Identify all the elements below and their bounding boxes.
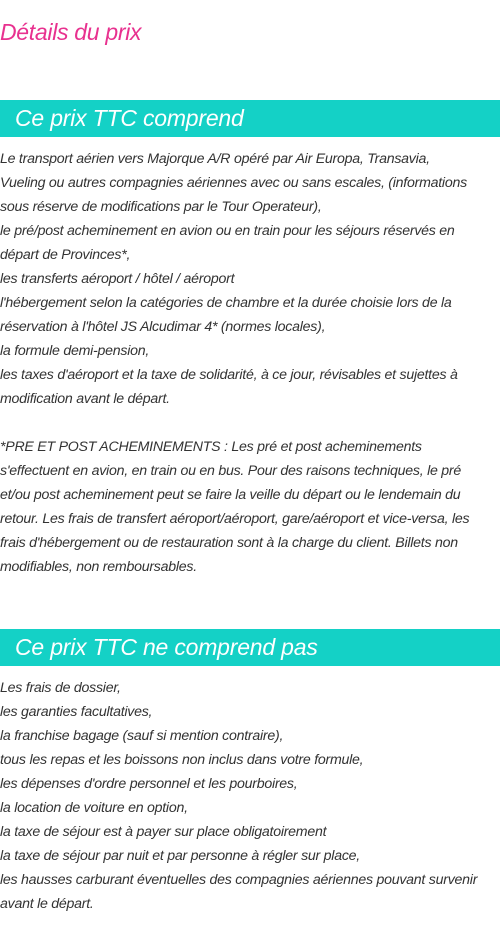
included-line: l'hébergement selon la catégories de chambre et la durée choisie lors de la (0, 295, 452, 311)
excluded-line: la location de voiture en option, (0, 800, 188, 816)
note-line: frais d'hébergement ou de restauration sont à la charge du client. Billets non (0, 535, 458, 551)
included-line: les taxes d'aéroport et la taxe de solidarité, à ce jour, révisables et sujettes à (0, 367, 458, 383)
excluded-line: les hausses carburant éventuelles des compagnies aériennes pouvant survenir (0, 872, 478, 888)
note-line: modifiables, non remboursables. (0, 559, 197, 575)
section-header-excluded (0, 629, 500, 666)
included-line: Vueling ou autres compagnies aériennes avec ou sans escales, (informations (0, 175, 467, 191)
page-title: Détails du prix (0, 19, 142, 45)
excluded-list (0, 676, 500, 916)
included-line: modification avant le départ. (0, 391, 170, 407)
included-line: réservation à l'hôtel JS Alcudimar 4* (normes locales), (0, 319, 326, 335)
included-list (0, 147, 500, 579)
included-line: les transferts aéroport / hôtel / aéroport (0, 271, 235, 287)
excluded-line: la taxe de séjour est à payer sur place obligatoirement (0, 824, 327, 840)
excluded-line: les garanties facultatives, (0, 704, 153, 720)
paragraph-gap (0, 411, 500, 435)
section-title-excluded: Ce prix TTC ne comprend pas (15, 634, 318, 660)
included-line: sous réserve de modifications par le Tour Operateur), (0, 199, 322, 215)
excluded-line: les dépenses d'ordre personnel et les pourboires, (0, 776, 298, 792)
included-line: la formule demi-pension, (0, 343, 150, 359)
excluded-line: Les frais de dossier, (0, 680, 121, 696)
excluded-line: la taxe de séjour par nuit et par personne à régler sur place, (0, 848, 360, 864)
note-line: *PRE ET POST ACHEMINEMENTS : Les pré et post acheminements (0, 439, 422, 455)
section-header-included (0, 100, 500, 137)
included-line: le pré/post acheminement en avion ou en train pour les séjours réservés en (0, 223, 455, 239)
note-line: et/ou post acheminement peut se faire la veille du départ ou le lendemain du (0, 487, 461, 503)
section-title-included: Ce prix TTC comprend (15, 105, 244, 131)
included-line: Le transport aérien vers Majorque A/R opéré par Air Europa, Transavia, (0, 151, 430, 167)
excluded-line: tous les repas et les boissons non inclus dans votre formule, (0, 752, 364, 768)
note-line: s'effectuent en avion, en train ou en bus. Pour des raisons techniques, le pré (0, 463, 462, 479)
note-line: retour. Les frais de transfert aéroport/aéroport, gare/aéroport et vice-versa, les (0, 511, 470, 527)
excluded-line: avant le départ. (0, 896, 94, 912)
excluded-line: la franchise bagage (sauf si mention contraire), (0, 728, 284, 744)
included-line: départ de Provinces*, (0, 247, 131, 263)
